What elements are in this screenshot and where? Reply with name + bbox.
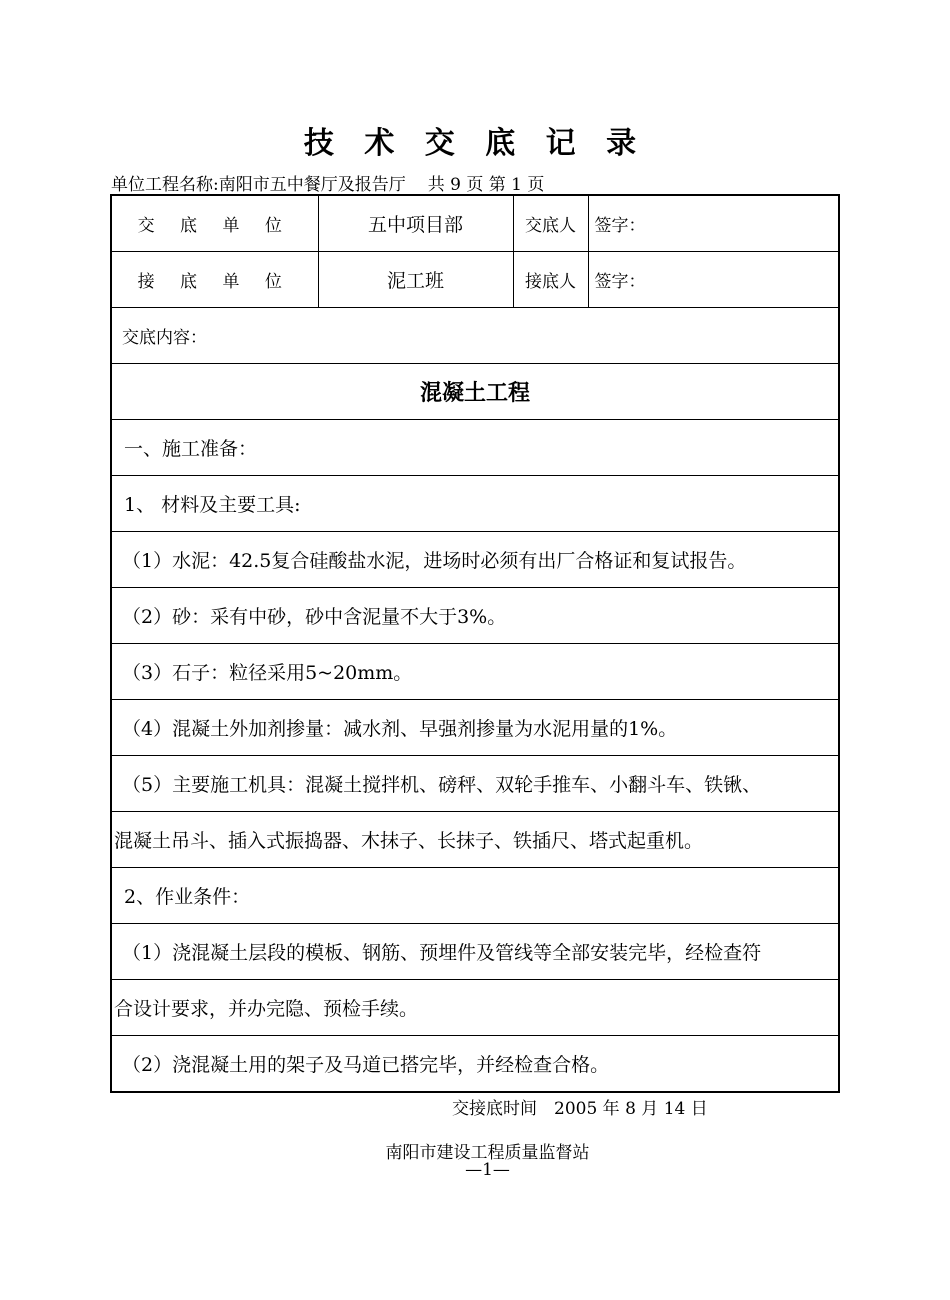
receiver-unit-value: 泥工班	[318, 252, 513, 308]
content-line: （1）水泥：42.5复合硅酸盐水泥，进场时必须有出厂合格证和复试报告。	[111, 532, 839, 588]
content-label-row	[111, 308, 839, 364]
issuer-row	[111, 195, 839, 252]
content-row	[111, 812, 839, 868]
receiver-unit-label: 接 底 单 位	[111, 252, 318, 308]
content-line: 合设计要求，并办完隐、预检手续。	[111, 980, 839, 1036]
content-row	[111, 868, 839, 924]
content-label: 交底内容：	[111, 308, 839, 364]
issuer-unit-label: 交 底 单 位	[111, 195, 318, 252]
project-label: 单位工程名称:	[111, 175, 219, 195]
content-line: （2）浇混凝土用的架子及马道已搭完毕，并经检查合格。	[111, 1036, 839, 1093]
content-row	[111, 420, 839, 476]
issuer-unit-value: 五中项目部	[318, 195, 513, 252]
section-title-row	[111, 364, 839, 420]
content-line: （2）砂：采有中砂，砂中含泥量不大于3%。	[111, 588, 839, 644]
project-name: 南阳市五中餐厅及报告厅	[218, 175, 406, 195]
content-row	[111, 924, 839, 980]
content-line: 混凝土吊斗、插入式振捣器、木抹子、长抹子、铁插尺、塔式起重机。	[111, 812, 839, 868]
content-line: （4）混凝土外加剂掺量：减水剂、早强剂掺量为水泥用量的1%。	[111, 700, 839, 756]
supervision-station: 南阳市建设工程质量监督站	[385, 1143, 590, 1163]
page-number: —1—	[465, 1160, 510, 1180]
disclosure-record-table	[110, 194, 840, 1093]
issuer-signature-field[interactable]: 签字：	[588, 195, 839, 252]
content-line: 一、施工准备：	[111, 420, 839, 476]
handover-time: 交接底时间 2005 年 8 月 14 日	[452, 1099, 708, 1119]
section-title: 混凝土工程	[111, 364, 839, 420]
content-line: （3）石子：粒径采用5~20mm。	[111, 644, 839, 700]
page-count: 共 9 页 第 1 页	[427, 175, 545, 195]
content-line: （5）主要施工机具：混凝土搅拌机、磅秤、双轮手推车、小翻斗车、铁锹、	[111, 756, 839, 812]
receiver-row	[111, 252, 839, 308]
receiver-signature-field[interactable]: 签字：	[588, 252, 839, 308]
content-row	[111, 644, 839, 700]
content-line: 2、作业条件：	[111, 868, 839, 924]
content-row	[111, 700, 839, 756]
receiver-person-label: 接底人	[513, 252, 588, 308]
content-row	[111, 532, 839, 588]
content-line: （1）浇混凝土层段的模板、钢筋、预埋件及管线等全部安装完毕，经检查符	[111, 924, 839, 980]
content-row	[111, 1036, 839, 1093]
content-row	[111, 756, 839, 812]
issuer-person-label: 交底人	[513, 195, 588, 252]
content-row	[111, 588, 839, 644]
content-row	[111, 980, 839, 1036]
project-info	[111, 170, 544, 195]
content-row	[111, 476, 839, 532]
document-title: 技 术 交 底 记 录	[303, 126, 647, 161]
content-line: 1、 材料及主要工具:	[111, 476, 839, 532]
